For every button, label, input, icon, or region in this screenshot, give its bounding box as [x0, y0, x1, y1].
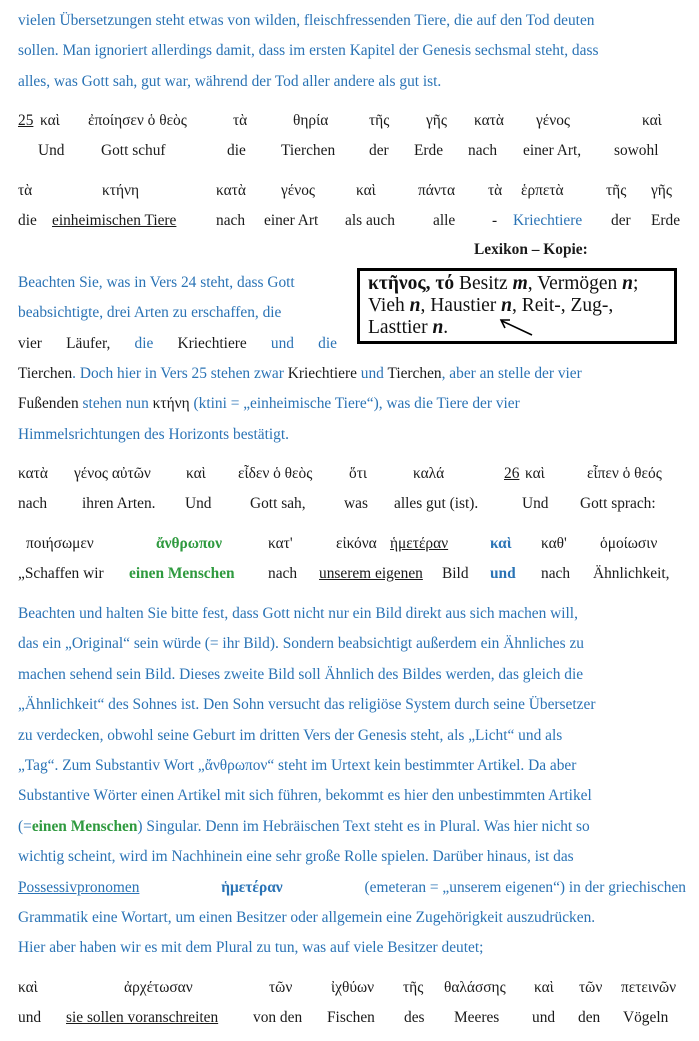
- lexicon-text: , Reit-, Zug-,: [512, 295, 614, 316]
- german-word: Bild: [442, 565, 469, 582]
- german-word: und: [532, 1009, 556, 1026]
- greek-word: καὶ: [490, 535, 512, 552]
- german-word: Und: [185, 495, 212, 512]
- greek-word: τὰ: [18, 182, 33, 199]
- greek-word: γένος: [536, 112, 571, 129]
- text-line: machen sehend sein Bild. Dieses zweite Bild soll Ähnlich des Bildes werden, das gleich die: [18, 665, 584, 683]
- text-word: . Doch hier in Vers 25 stehen zwar: [72, 365, 288, 382]
- text-line: Substantive Wörter einen Artikel mit sich führen, bekommt es hier den unbestimmten Artikel: [18, 787, 592, 805]
- german-word: Und: [38, 142, 65, 159]
- text-line: vielen Übersetzungen steht etwas von wilden, fleischfressenden Tiere, die auf den Tod deuten: [18, 12, 595, 29]
- text-line: „Tag“. Zum Substantiv Wort „ἄνθρωπον“ steht im Urtext kein bestimmter Artikel. Da aber: [18, 757, 577, 775]
- german-word: einer Art,: [523, 142, 582, 159]
- german-word: der: [611, 212, 631, 229]
- german-word: und: [490, 565, 516, 582]
- greek-word: τῆς: [403, 979, 424, 996]
- greek-word: καὶ: [642, 112, 662, 129]
- greek-word: τῶν: [269, 979, 293, 996]
- greek-word: κατὰ: [474, 112, 504, 129]
- greek-line-25c: [18, 465, 686, 487]
- german-line-26b: [18, 1009, 686, 1031]
- text-word: (=: [18, 817, 32, 835]
- text-line: beabsichtigte, drei Arten zu erschaffen, die: [18, 304, 282, 322]
- lexicon-gender: m: [512, 273, 528, 294]
- greek-word: γένος: [281, 182, 316, 199]
- text-line: sollen. Man ignoriert allerdings damit, dass im ersten Kapitel der Genesis sechsmal steht, dass: [18, 42, 599, 60]
- lexicon-text: , Haustier: [420, 295, 502, 316]
- german-word: die: [227, 142, 246, 159]
- german-word: Fischen: [327, 1009, 375, 1026]
- greek-word: καὶ: [40, 112, 60, 129]
- german-word: -: [492, 212, 498, 229]
- text-line: [18, 812, 686, 842]
- greek-word: καλά: [413, 465, 445, 482]
- text-word: und: [356, 365, 388, 382]
- lexicon-gender: n: [622, 273, 634, 294]
- greek-word: τὰ: [233, 112, 248, 129]
- text-word: die: [318, 334, 337, 352]
- german-word: unserem eigenen: [319, 565, 423, 582]
- greek-word: καὶ: [356, 182, 376, 199]
- greek-word: τὰ: [488, 182, 503, 199]
- greek-word: εἶδεν ὁ θεὸς: [238, 465, 313, 482]
- text-word: ἡμετέραν: [221, 878, 283, 896]
- lexicon-gender: n: [501, 295, 513, 316]
- german-word: Kriechtiere: [513, 212, 583, 229]
- greek-word: ὁμοίωσιν: [600, 535, 658, 552]
- lexicon-text: ;: [633, 273, 639, 294]
- lexicon-text: Besitz: [454, 273, 513, 294]
- german-word: sowohl: [614, 142, 659, 159]
- greek-line-25a: [18, 112, 686, 134]
- german-line-26a: [18, 565, 686, 587]
- verse-number: 25: [18, 112, 34, 129]
- text-word: ) Singular. Denn im Hebräischen Text steht es in Plural. Was hier nicht so: [137, 817, 590, 835]
- lexicon-gender: n: [432, 317, 444, 338]
- german-word: alle: [433, 212, 456, 229]
- greek-line-25b: [18, 182, 686, 204]
- text-word: Kriechtiere: [177, 334, 247, 352]
- greek-word: κατ': [268, 535, 293, 552]
- lexicon-gender: n: [409, 295, 421, 316]
- text-word: Läufer,: [66, 334, 111, 352]
- german-word: einen Menschen: [129, 565, 235, 582]
- greek-word: πετεινῶν: [621, 979, 677, 996]
- greek-word: ἀρχέτωσαν: [124, 979, 193, 996]
- german-word: Und: [522, 495, 549, 512]
- greek-word: τῆς: [369, 112, 390, 129]
- text-line: das ein „Original“ sein würde (= ihr Bild). Sondern beabsichtigt außerdem ein Ähnliches zu: [18, 635, 585, 653]
- greek-word: ποιήσωμεν: [26, 535, 94, 552]
- greek-word: κατὰ: [18, 465, 48, 482]
- german-word: Erde: [651, 212, 681, 229]
- greek-word: γῆς: [651, 182, 672, 199]
- paragraph-two-left: [18, 268, 337, 359]
- german-line-25c: [18, 495, 686, 517]
- german-word: als auch: [345, 212, 395, 229]
- text-word: und: [270, 334, 294, 352]
- paragraph-two: [18, 359, 686, 450]
- greek-line-26b: [18, 979, 686, 1001]
- german-word: und: [18, 1009, 42, 1026]
- german-word: Vögeln: [623, 1009, 669, 1026]
- greek-word: γένος αὐτῶν: [74, 465, 151, 482]
- text-line: [18, 329, 337, 359]
- greek-word: εἰκόνα: [336, 535, 377, 552]
- greek-word: καὶ: [186, 465, 206, 482]
- lexicon-heading: Lexikon – Kopie:: [474, 241, 588, 258]
- greek-word: ὅτι: [349, 465, 368, 482]
- text-line: alles, was Gott sah, gut war, während der Tod aller andere als gut ist.: [18, 72, 442, 90]
- german-line-25b: [18, 212, 686, 234]
- greek-word: ἡμετέραν: [390, 535, 449, 552]
- german-line-25a: [18, 142, 686, 164]
- greek-word: καὶ: [525, 465, 545, 482]
- greek-word: κτήνη: [102, 182, 139, 199]
- lexicon-headword: κτῆνος, τό: [368, 273, 455, 294]
- german-word: einer Art: [264, 212, 319, 229]
- text-word: Possessivpronomen: [18, 878, 140, 896]
- greek-word: ἰχθύων: [331, 979, 375, 996]
- greek-word: θαλάσσης: [444, 979, 506, 996]
- german-word: von den: [253, 1009, 303, 1026]
- greek-word: καὶ: [18, 979, 38, 996]
- german-word: nach: [216, 212, 246, 229]
- lexicon-line: [368, 273, 666, 295]
- text-word: Fußenden: [18, 395, 79, 413]
- text-line: „Ähnlichkeit“ des Sohnes ist. Den Sohn versucht das religiöse System durch seine Übersetzer: [18, 696, 596, 714]
- german-word: nach: [268, 565, 298, 582]
- greek-word: ἐποίησεν ὁ θεὸς: [88, 112, 187, 129]
- text-line: Beachten und halten Sie bitte fest, dass Gott nicht nur ein Bild direkt aus sich machen will,: [18, 605, 578, 622]
- text-word: stehen nun: [78, 395, 153, 413]
- german-word: die: [18, 212, 37, 229]
- lexicon-text: .: [443, 317, 449, 338]
- german-word: Tierchen: [281, 142, 336, 159]
- lexicon-line: [368, 295, 666, 317]
- german-word: alles gut (ist).: [394, 495, 479, 512]
- greek-word: γῆς: [426, 112, 447, 129]
- german-word: der: [369, 142, 389, 159]
- german-word: den: [578, 1009, 601, 1026]
- german-word: nach: [468, 142, 498, 159]
- german-word: was: [344, 495, 368, 512]
- text-line: Grammatik eine Wortart, um einen Besitzer oder allgemein eine Zugehörigkeit auszudrücken.: [18, 909, 596, 927]
- text-word: , aber an stelle der vier: [441, 365, 582, 382]
- greek-word: ἄνθρωπον: [156, 535, 222, 552]
- text-line: [18, 389, 686, 419]
- greek-word: κατὰ: [216, 182, 246, 199]
- text-line: zu verdecken, obwohl seine Geburt im dritten Vers der Genesis steht, als „Licht“ und als: [18, 726, 563, 744]
- german-word: nach: [541, 565, 571, 582]
- lexicon-text: Vieh: [368, 295, 410, 316]
- german-word: Gott sprach:: [580, 495, 656, 512]
- greek-word: τῆς: [606, 182, 627, 199]
- text-line: [18, 873, 686, 903]
- german-word: sie sollen voranschreiten: [66, 1009, 219, 1026]
- text-word: (emeteran = „unserem eigenen“) in der griechischen: [364, 878, 686, 896]
- greek-word: θηρία: [293, 112, 329, 129]
- text-word: vier: [18, 334, 42, 352]
- german-word: des: [404, 1009, 425, 1026]
- greek-word: ἑρπετὰ: [521, 182, 564, 199]
- german-word: einheimischen Tiere: [52, 212, 177, 229]
- text-word: die: [134, 334, 154, 352]
- greek-word: εἶπεν ὁ θεός: [587, 465, 662, 482]
- text-word: (ktini = „einheimische Tiere“), was die Tiere der vier: [189, 395, 520, 413]
- text-word: Tierchen: [18, 365, 73, 382]
- text-line: Hier aber haben wir es mit dem Plural zu tun, was auf viele Besitzer deutet;: [18, 939, 484, 957]
- paragraph-three: [18, 599, 686, 964]
- text-word: Tierchen: [387, 365, 442, 382]
- text-line: Himmelsrichtungen des Horizonts bestätigt.: [18, 425, 289, 443]
- german-word: Ähnlichkeit,: [593, 565, 670, 582]
- german-word: nach: [18, 495, 48, 512]
- text-line: Beachten Sie, was in Vers 24 steht, dass Gott: [18, 274, 295, 291]
- greek-word: τῶν: [579, 979, 603, 996]
- text-word: einen Menschen: [31, 817, 138, 835]
- verse-number: 26: [504, 465, 520, 482]
- lexicon-text: Lasttier: [368, 317, 433, 338]
- german-word: „Schaffen wir: [18, 565, 104, 582]
- text-word: Kriechtiere: [287, 365, 357, 382]
- greek-word: καὶ: [534, 979, 554, 996]
- greek-word: πάντα: [418, 182, 456, 199]
- greek-line-26a: [18, 535, 686, 557]
- lexicon-text: , Vermögen: [527, 273, 623, 294]
- lexicon-excerpt-box: [357, 268, 677, 344]
- german-word: Meeres: [454, 1009, 500, 1026]
- text-line: wichtig scheint, wird im Nachhinein eine sehr große Rolle spielen. Darüber hinaus, ist das: [18, 848, 574, 866]
- german-word: Gott sah,: [250, 495, 306, 512]
- german-word: ihren Arten.: [82, 495, 156, 512]
- german-word: Gott schuf: [101, 142, 166, 159]
- greek-word: καθ': [541, 535, 567, 552]
- intro-paragraph: [18, 6, 686, 97]
- arrow-icon: [496, 317, 536, 339]
- text-word: κτήνη: [152, 395, 190, 413]
- text-line: [18, 359, 686, 389]
- german-word: Erde: [414, 142, 444, 159]
